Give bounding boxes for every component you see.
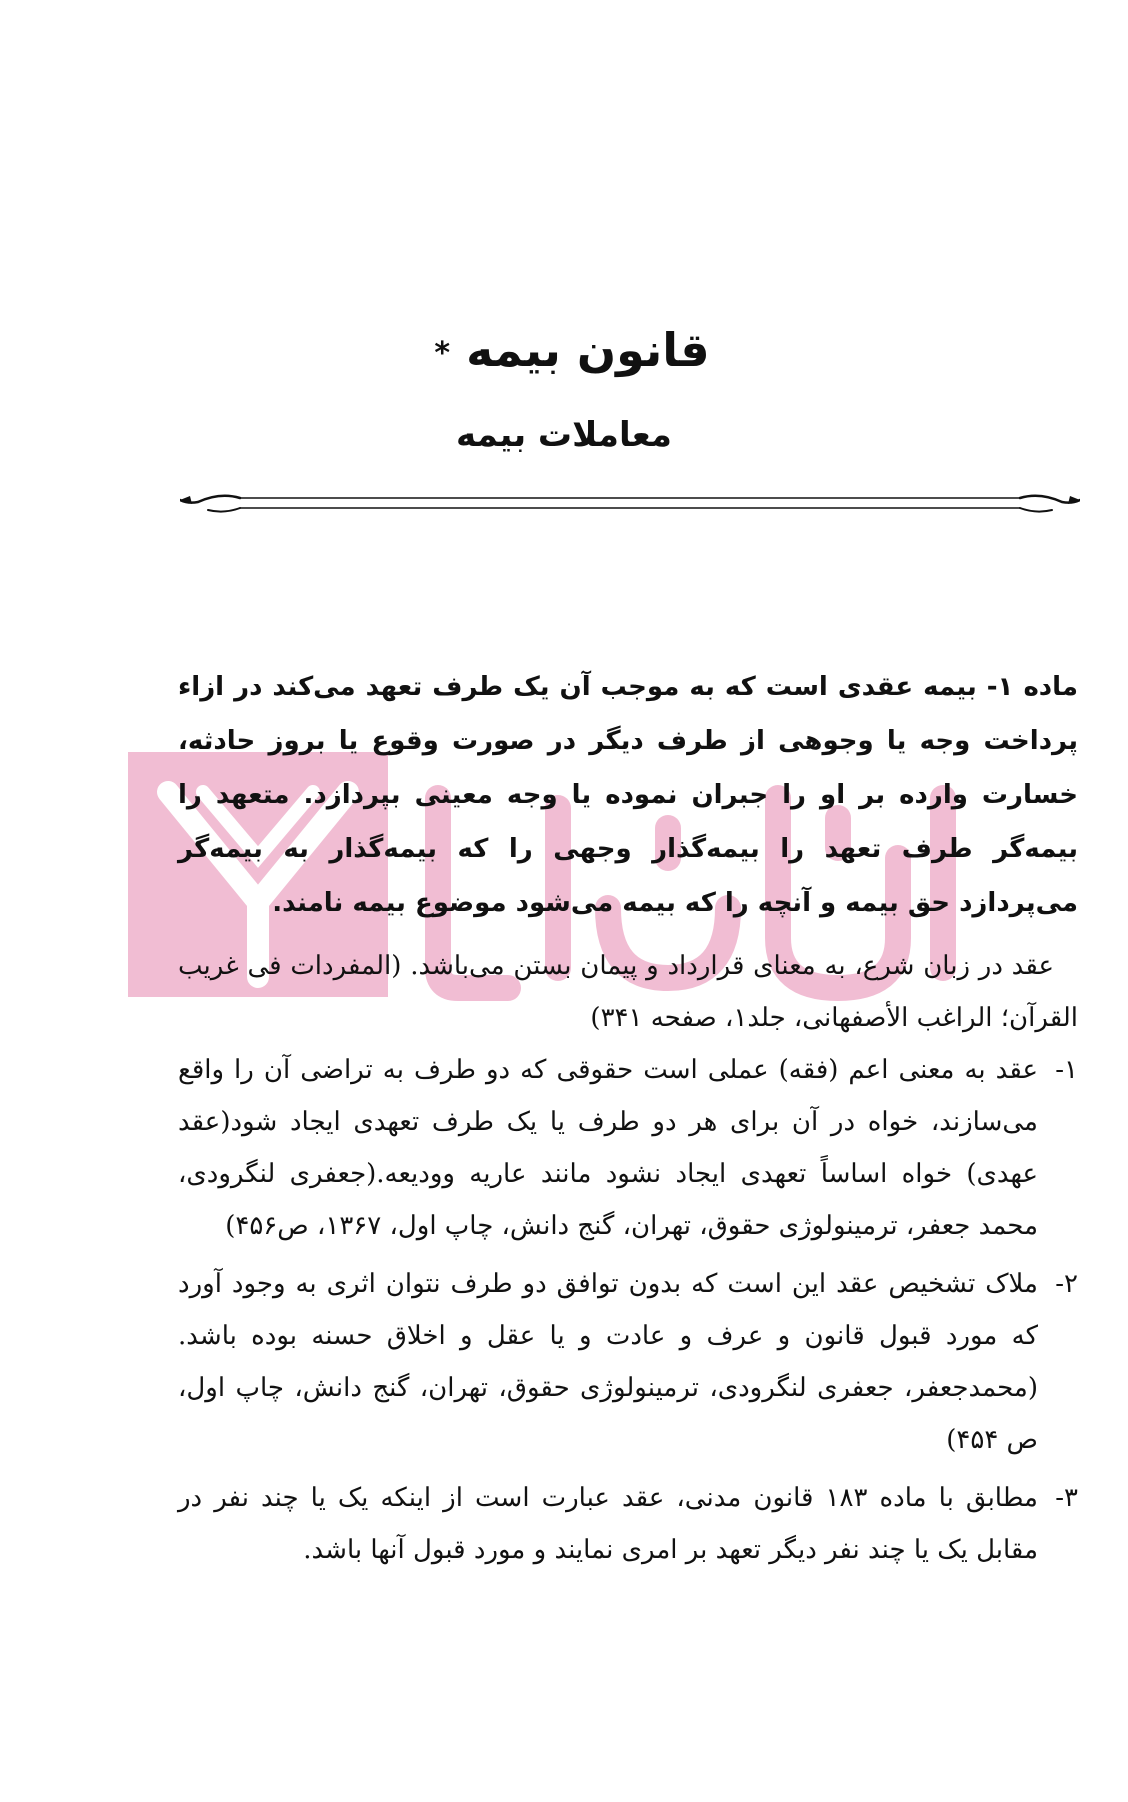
page-body	[178, 660, 1078, 1576]
footnote-number: ۱-	[1055, 1055, 1078, 1085]
footnote-item	[178, 1258, 1078, 1466]
footnote-text: ملاک تشخیص عقد این است که بدون توافق دو طرف نتوان اثری به وجود آورد که مورد قبول قانون و عرف و عادت و یا عقل و اخلاق حسنه بوده باشد. (محمدجعفر، جعفری لنگرودی، ترمینولوژی حقوق، تهران، گنج دانش، چاپ اول، ص ۴۵۴)	[178, 1269, 1038, 1455]
article-1: ماده ۱- بیمه عقدی است که به موجب آن یک طرف تعهد می‌کند در ازاء پرداخت وجه یا وجوهی از طرف دیگر در صورت وقوع یا بروز حادثه، خسارت وارده بر او را جبران نموده یا وجه معینی بپردازد. متعهد را بیمه‌گر طرف تعهد را بیمه‌گذار وجهی را که بیمه‌گذار به بیمه‌گر می‌پردازد حق بیمه و آنچه را که بیمه می‌شود موضوع بیمه نامند.	[178, 672, 1078, 918]
section-subtitle: معاملات بیمه	[456, 415, 672, 455]
footnote-number: ۲-	[1055, 1269, 1078, 1299]
footnote-text: مطابق با ماده ۱۸۳ قانون مدنی، عقد عبارت است از اینکه یک یا چند نفر در مقابل یک یا چند نفر دیگر تعهد بر امری نمایند و مورد قبول آنها باشد.	[178, 1483, 1038, 1565]
ornament-divider-icon	[180, 486, 1080, 520]
title-text: قانون بیمه	[466, 323, 710, 377]
footnote-item	[178, 1472, 1078, 1576]
page-title	[0, 320, 1128, 384]
footnote-asterisk: *	[434, 335, 451, 371]
footnote-number: ۳-	[1055, 1483, 1078, 1513]
definition-paragraph: عقد در زبان شرع، به معنای قرارداد و پیمان بستن می‌باشد. (المفردات فی غریب القرآن؛ الراغب الأصفهانی، جلد۱، صفحه ۳۴۱)	[178, 951, 1078, 1033]
footnote-text: عقد به معنی اعم (فقه) عملی است حقوقی که دو طرف به تراضی آن را واقع می‌سازند، خواه در آن برای هر دو طرف یا یک طرف تعهدی ایجاد شود(عقد عهدی) خواه اساساً تعهدی ایجاد نشود مانند عاریه وودیعه.(جعفری لنگرودی، محمد جعفر، ترمینولوژی حقوق، تهران، گنج دانش، چاپ اول، ۱۳۶۷، ص۴۵۶)	[178, 1055, 1038, 1241]
footnote-item	[178, 1044, 1078, 1252]
